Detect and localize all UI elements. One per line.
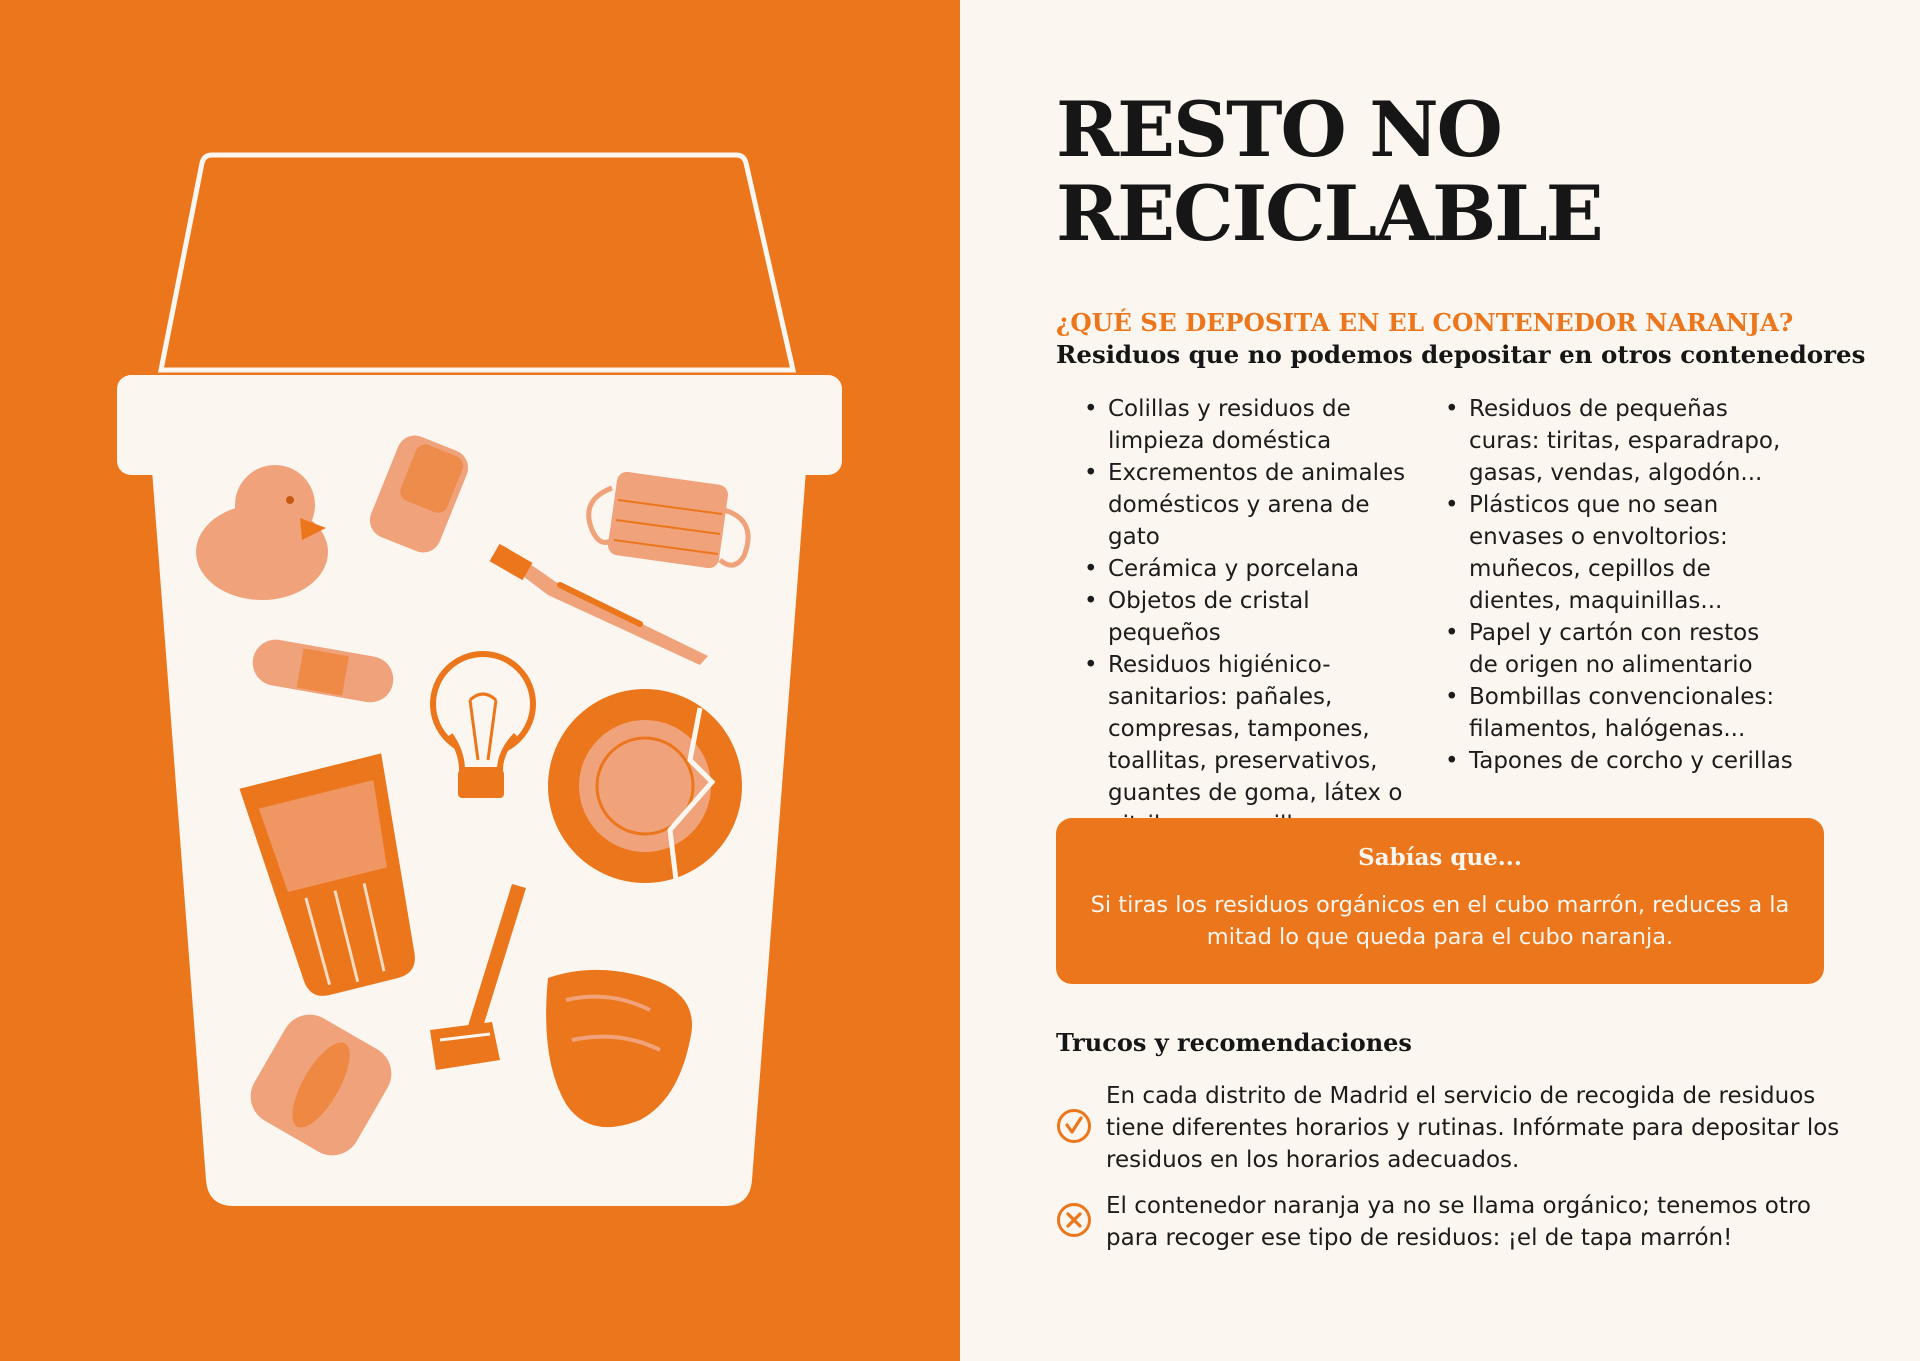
tip-text: En cada distrito de Madrid el servicio de recogida de residuos tiene diferentes horarios y rutinas. Infórmate para depositar los residuos en los horarios adecuados. (1106, 1083, 1840, 1173)
tip-text: El contenedor naranja ya no se llama orgánico; tenemos otro para recoger ese tipo de residuos: ¡el de tapa marrón! (1106, 1193, 1811, 1251)
did-you-know-title: Sabías que... (1358, 844, 1522, 871)
title-line-1: RESTO NO (1056, 85, 1501, 174)
list-item: • Excrementos de animales domésticos y arena de gato (1082, 457, 1418, 553)
list-item: • Colillas y residuos de limpieza doméstica (1082, 393, 1418, 457)
info-panel (960, 0, 1920, 1361)
list-item: • Objetos de cristal pequeños (1082, 585, 1418, 649)
tips-heading: Trucos y recomendaciones (1056, 1028, 1412, 1057)
list-item: • Bombillas convencionales: filamentos, halógenas... (1443, 681, 1793, 745)
list-item: • Cerámica y porcelana (1082, 553, 1418, 585)
x-circle-icon (1056, 1202, 1092, 1238)
waste-list-right (1443, 393, 1793, 777)
section-subtitle: Residuos que no podemos depositar en otros contenedores (1056, 340, 1866, 369)
page-title (1056, 85, 1602, 258)
waste-list-left (1082, 393, 1418, 841)
title-line-2: RECICLABLE (1056, 169, 1602, 258)
did-you-know-text: Si tiras los residuos orgánicos en el cubo marrón, reduces a la mitad lo que queda para el cubo naranja. (1090, 892, 1790, 950)
check-circle-icon (1056, 1108, 1092, 1144)
list-item: • Papel y cartón con restos de origen no alimentario (1443, 617, 1793, 681)
list-item: • Residuos higiénico-sanitarios: pañales, compresas, tampones, toallitas, preservativos, guantes de goma, látex o (1082, 649, 1418, 841)
list-item: • Residuos de pequeñas curas: tiritas, esparadrapo, gasas, vendas, algodón... (1443, 393, 1793, 489)
bin-lid-outline (161, 155, 793, 370)
broken-plate-icon (548, 689, 742, 883)
list-item: • Tapones de corcho y cerillas (1443, 745, 1793, 777)
did-you-know-box (1056, 818, 1824, 984)
section-question: ¿QUÉ SE DEPOSITA EN EL CONTENEDOR NARANJA? (1056, 308, 1794, 337)
list-item: • Plásticos que no sean envases o envoltorios: muñecos, cepillos de dientes, maquinillas... (1443, 489, 1793, 617)
bin-rim (117, 375, 842, 475)
